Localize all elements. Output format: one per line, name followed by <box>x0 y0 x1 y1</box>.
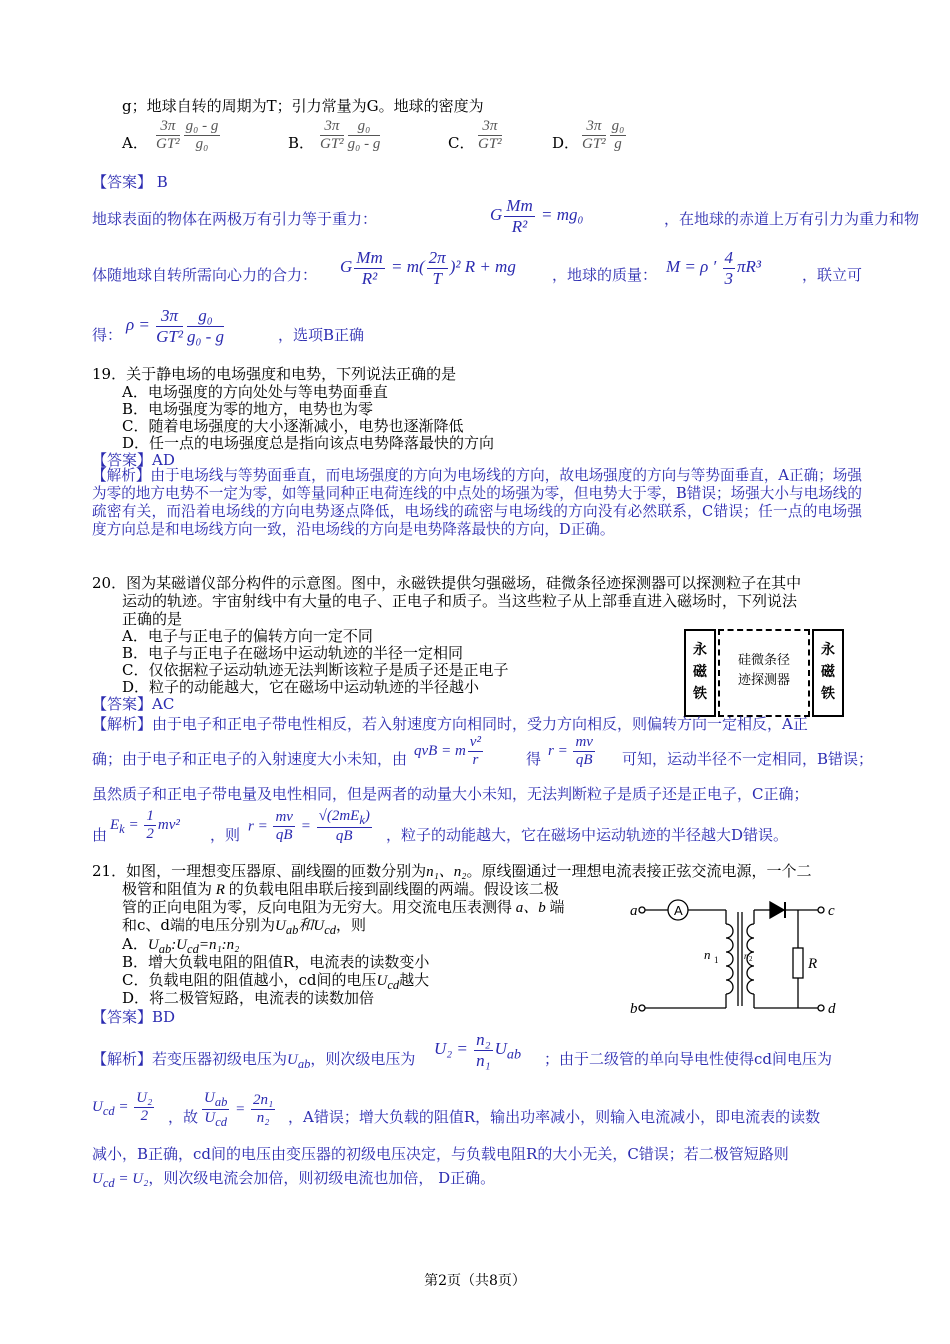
q18-formula-4: ρ = $\frac{3\pi}{\text{GT²}}$ $\frac{\text{g₀}}{\text{g₀ - g}}$ <box>126 306 225 346</box>
q21-exp2b: ，A错误；增大负载的阻值R，输出功率减小，则输入电流减小，即电流表的读数 <box>288 1108 821 1126</box>
q18-exp1a: 地球表面的物体在两极万有引力等于重力： <box>92 210 378 228</box>
q20-stem-2: 运动的轨迹。宇宙射线中有大量的电子、正电子和质子。当这些粒子从上部垂直进入磁场时，下列说法 <box>122 592 798 610</box>
q19-option-c: C．随着电场强度的大小逐渐减小，电势也逐渐降低 <box>122 417 464 435</box>
q18-explanation-line3 <box>92 306 862 360</box>
q18-opt-a-formula: $\frac{3\pi}{\text{GT²}}$ $\frac{\text{g₀ - g}}{\text{g₀}}$ <box>156 118 219 153</box>
q20-stem-1: 20．图为某磁谱仪部分构件的示意图。图中，永磁铁提供匀强磁场，硅微条径迹探测器可以探测粒子在其中 <box>92 574 802 592</box>
q20-exp4b: ，则 <box>210 826 241 844</box>
q18-exp3b: ，选项B正确 <box>278 326 365 344</box>
q21-stem-1: 21．如图，一理想变压器原、副线圈的匝数分别为n₁、n₂。原线圈通过一理想电流表接正弦交流电源，一个二 <box>92 862 812 880</box>
q21-option-a: A．$U_{ab}:U_{cd}=n_1:n_2$ <box>122 935 240 956</box>
q18-jiexi-label <box>92 200 152 221</box>
q21-n1n2: n₁、n₂ <box>426 864 467 880</box>
q21-exp2a: ，故 <box>168 1108 199 1126</box>
q21-exp-line4: $U_{cd} = U_2$，则次级电流会加倍，则初级电流也加倍， D正确。 <box>92 1169 496 1190</box>
q18-exp2b: ，地球的质量： <box>552 266 658 284</box>
q18-opt-c-formula: $\frac{3\pi}{\text{GT²}}$ <box>478 118 502 153</box>
q19-option-d: D．任一点的电场强度总是指向该点电势降落最快的方向 <box>122 434 495 452</box>
q20-option-a: A．电子与正电子的偏转方向一定不同 <box>122 627 373 645</box>
q18-explanation-line2 <box>92 248 862 302</box>
q21-exp-line2 <box>92 1090 862 1142</box>
q21-option-b: B．增大负载电阻的阻值R，电流表的读数变小 <box>122 953 430 971</box>
terminal-a <box>639 907 645 913</box>
q19-explanation: 【解析】由于电场线与等势面垂直，而电场强度的方向为电场线的方向，故电场强度的方向与等势面垂直，A正确；场强为零的地方电势不一定为零，如等量同种正电荷连线的中点处的场强为零，但电势大于零，B错误；场强大小与电场线的疏密有关，而沿着电场线的方向电势逐点降低，电场线的疏密与电场线的方向没有必然联系，C错误；任一点的电场强度方向总是和电场线方向一致，沿电场线的方向是电势降落最快的方向，D正确。 <box>92 467 862 538</box>
q20-exp2c: 可知，运动半径不一定相同，B错误； <box>622 750 874 768</box>
q20-exp2a: 确；由于电子和正电子的入射速度大小未知，由 <box>92 750 408 768</box>
q18-answer: 【答案】 B <box>92 173 168 191</box>
q20-answer: 【答案】AC <box>92 695 175 713</box>
q21-stem-2: 极管和阻值为 R 的负载电阻串联后接到副线圈的两端。假设该二极 <box>122 880 559 898</box>
q18-exp2c: ，联立可 <box>802 266 863 284</box>
q21-formula-2: $U_{cd}$ = $\frac{\text{U₂}}{2}$ <box>92 1090 153 1125</box>
q19-option-b: B．电场强度为零的地方，电势也为零 <box>122 400 374 418</box>
q21-circuit-diagram <box>630 890 850 1016</box>
resistor <box>793 948 803 978</box>
q18-exp3a: 得： <box>92 326 123 344</box>
q18-explanation-line1 <box>92 196 920 244</box>
q20-exp-1: 【解析】由于电子和正电子带电性相反，若入射速度方向相同时，受力方向相反，则偏转方向一定相反，A正 <box>92 715 808 733</box>
q20-option-c: C．仅依据粒子运动轨迹无法判断该粒子是质子还是正电子 <box>122 661 509 679</box>
terminal-c <box>818 907 824 913</box>
label-n2: n <box>744 951 749 961</box>
magnet-left: 永磁铁 <box>684 629 716 717</box>
q20-option-d: D．粒子的动能越大，它在磁场中运动轨迹的半径越小 <box>122 678 480 696</box>
label-a: a <box>630 903 638 919</box>
q20-exp-line4 <box>92 808 862 860</box>
q18-exp2a: 体随地球自转所需向心力的合力： <box>92 266 318 284</box>
q19-stem: 19．关于静电场的电场强度和电势，下列说法正确的是 <box>92 365 457 383</box>
svg-text:1: 1 <box>714 955 719 965</box>
q18-opt-a: A． <box>122 134 148 152</box>
q20-exp4a: 由 <box>92 826 108 844</box>
ammeter-label: A <box>674 903 683 918</box>
q21-answer: 【答案】BD <box>92 1008 176 1026</box>
q21-stem-3: 管的正向电阻为零，反向电阻为无穷大。用交流电压表测得 a、b 端 <box>122 898 565 916</box>
q21-exp-3: 减小，B正确，cd间的电压由变压器的初级电压决定，与负载电阻R的大小无关，C错误；若二极管短路则 <box>92 1145 789 1163</box>
q21-exp1a: 【解析】若变压器初级电压为$U_{ab}$，则次级电压为 <box>92 1050 416 1071</box>
q20-stem-3: 正确的是 <box>122 610 183 628</box>
terminal-b <box>639 1005 645 1011</box>
q21-exp1c: ；由于二级管的单向导电性使得cd间电压为 <box>544 1050 833 1068</box>
q20-formula-3: $E_k$ = $\frac{1}{2}$ mv² <box>110 808 180 843</box>
q18-opt-b: B． <box>288 134 315 152</box>
label-r: R <box>808 956 818 972</box>
q18-opt-b-formula: $\frac{3\pi}{\text{GT²}}$ $\frac{\text{g₀}}{\text{g₀ - g}}$ <box>320 118 381 153</box>
q20-exp4c: ，粒子的动能越大，它在磁场中运动轨迹的半径越大D错误。 <box>386 826 789 844</box>
q21-exp-line1 <box>92 1030 862 1086</box>
page-footer: 第2页（共8页） <box>424 1273 526 1289</box>
q19-option-a: A．电场强度的方向处处与等电势面垂直 <box>122 383 388 401</box>
q18-opt-d-formula: $\frac{3\pi}{\text{GT²}}$ $\frac{\text{g₀}}{g}$ <box>582 118 625 153</box>
q20-exp-3: 虽然质子和正电子带电量及电性相同，但是两者的动量大小未知，无法判断粒子是质子还是正电子，C正确； <box>92 785 809 803</box>
q18-opt-d: D． <box>552 134 580 152</box>
q18-formula-2: G $\frac{Mm}{\text{R²}}$ = m( $\frac{2\pi}{T}$ )² R + mg <box>340 248 516 288</box>
q18-formula-3: M = ρ ′ $\frac{4}{3}$ πR³ <box>666 248 762 288</box>
q18-stem-tail: g；地球自转的周期为T；引力常量为G。地球的密度为 <box>122 97 484 115</box>
q21-stem-4: 和c、d端的电压分别为$U_{ab}$和$U_{cd}$，则 <box>122 916 367 937</box>
q20-option-b: B．电子与正电子在磁场中运动轨迹的半径一定相同 <box>122 644 464 662</box>
q21-formula-1: U₂ = $\frac{\text{n₂}}{\text{n₁}}$ $U_{ab}$ <box>434 1030 522 1070</box>
label-b: b <box>630 1001 638 1016</box>
q19-answer: 【答案】AD <box>92 451 175 469</box>
primary-coil <box>726 924 733 994</box>
svg-text:2: 2 <box>749 955 753 963</box>
q18-opt-c: C． <box>448 134 475 152</box>
q20-exp-line2 <box>92 734 874 782</box>
q20-formula-4: r = $\frac{mv}{qB}$ = $\frac{√(2mE_k)}{qB}$ <box>248 808 370 845</box>
q21-option-d: D．将二极管短路，电流表的读数加倍 <box>122 989 375 1007</box>
q18-formula-1: G $\frac{Mm}{\text{R²}}$ = mg₀ <box>490 196 584 236</box>
q20-exp2b: 得 <box>526 750 542 768</box>
label-n1: n <box>704 947 711 962</box>
q18-exp1b: ，在地球的赤道上万有引力为重力和物 <box>664 210 920 228</box>
detector-box: 硅微条径迹探测器 <box>718 629 810 717</box>
terminal-d <box>818 1005 824 1011</box>
q21-formula-3: $\frac{U_{ab}}{U_{cd}}$ = $\frac{\text{2n₁}}{\text{n₂}}$ <box>204 1090 274 1130</box>
q20-formula-2: r = $\frac{mv}{qB}$ <box>548 734 593 769</box>
label-d: d <box>828 1001 836 1016</box>
diode <box>770 902 784 918</box>
label-c: c <box>828 903 835 919</box>
q21-option-c: C．负载电阻的阻值越小，cd间的电压$U_{cd}$越大 <box>122 971 430 992</box>
q20-formula-1: qvB = m $\frac{\text{v²}}{r}$ <box>414 734 481 769</box>
q21-formula-4: $U_{cd} = U_2$ <box>92 1171 149 1190</box>
magnet-right: 永磁铁 <box>812 629 844 717</box>
